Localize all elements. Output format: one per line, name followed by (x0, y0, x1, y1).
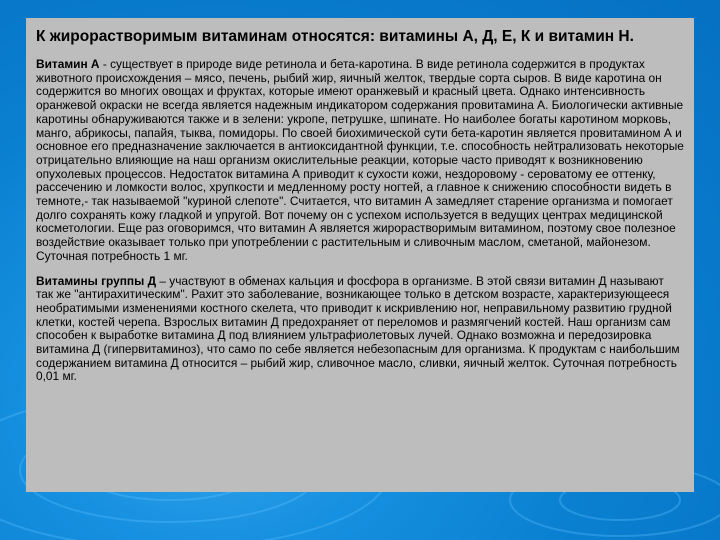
vitamin-a-heading: Витамин А (36, 57, 100, 71)
vitamin-d-text: – участвуют в обменах кальция и фосфора в организме. В этой связи витамин Д называют так же "антирахитическим". Рахит это заболевание, возникающее только в детском возрасте, характеризующееся необратимыми изменениями костного скелета, что приводит к искривлению ног, неправильному развитию грудной клетки, костей черепа. Взрослых витамин Д предохраняет от переломов и размягчений костей. Наш организм сам способен к выработке витамина Д под влиянием ультрафиолетовых лучей. Однако возможна и передозировка витамина Д (гипервитаминоз), что само по себе является небезопасным для организма. К продуктам с наибольшим содержанием витамина Д относится – рыбий жир, сливочное масло, сливки, яичный желток. Суточная потребность 0,01 мг. (36, 273, 680, 384)
slide-title: К жирорастворимым витаминам относятся: витамины А, Д, Е, К и витамин Н. (36, 28, 634, 45)
content-panel (26, 18, 694, 492)
vitamin-d-heading: Витамины группы Д (36, 273, 157, 288)
vitamin-d-paragraph (36, 275, 684, 385)
vitamin-a-text: - существует в природе виде ретинола и бета-каротина. В виде ретинола содержится в продуктах животного происхождения – мясо, печень, рыбий жир, яичный желток, твердые сорта сыров. В виде каротина он содержится во многих овощах и фруктах, которые имеют оранжевый и красный цвета. Однако интенсивность оранжевой окраски не всегда является надежным индикатором содержания провитамина А. Биологически активные каротины обнаруживаются также и в зелени: укропе, петрушке, шпинате. Но наиболее богаты каротином морковь, манго, абрикосы, папайя, тыква, помидоры. По своей биохимической сути бета-каротин является провитамином А и основное его предназначение заключается в антиоксидантной функции, т.е. способность нейтрализовать некоторые отрицательно влияющие на наш организм окислительные реакции, которые часто приводят к возникновению опухолевых процессов. Недостаток витамина А приводит к сухости кожи, нездоровому - сероватому ее оттенку, рассечению и ломкости волос, хрупкости и медленному росту ногтей, а главное к снижению способности видеть в темноте,- так называемой "куриной слепоте". Считается, что витамин А замедляет старение организма и помогает долго сохранять кожу гладкой и упругой. Вот почему он с успехом используется в ведущих центрах медицинской косметологии. Еще раз оговоримся, что витамин А является жирорастворимым витамином, поэтому свое полезное воздействие оказывает только при употреблении с растительным и сливочным маслом, сметаной, майонезом. Суточная потребность 1 мг. (36, 57, 684, 263)
vitamin-a-paragraph (36, 58, 684, 264)
